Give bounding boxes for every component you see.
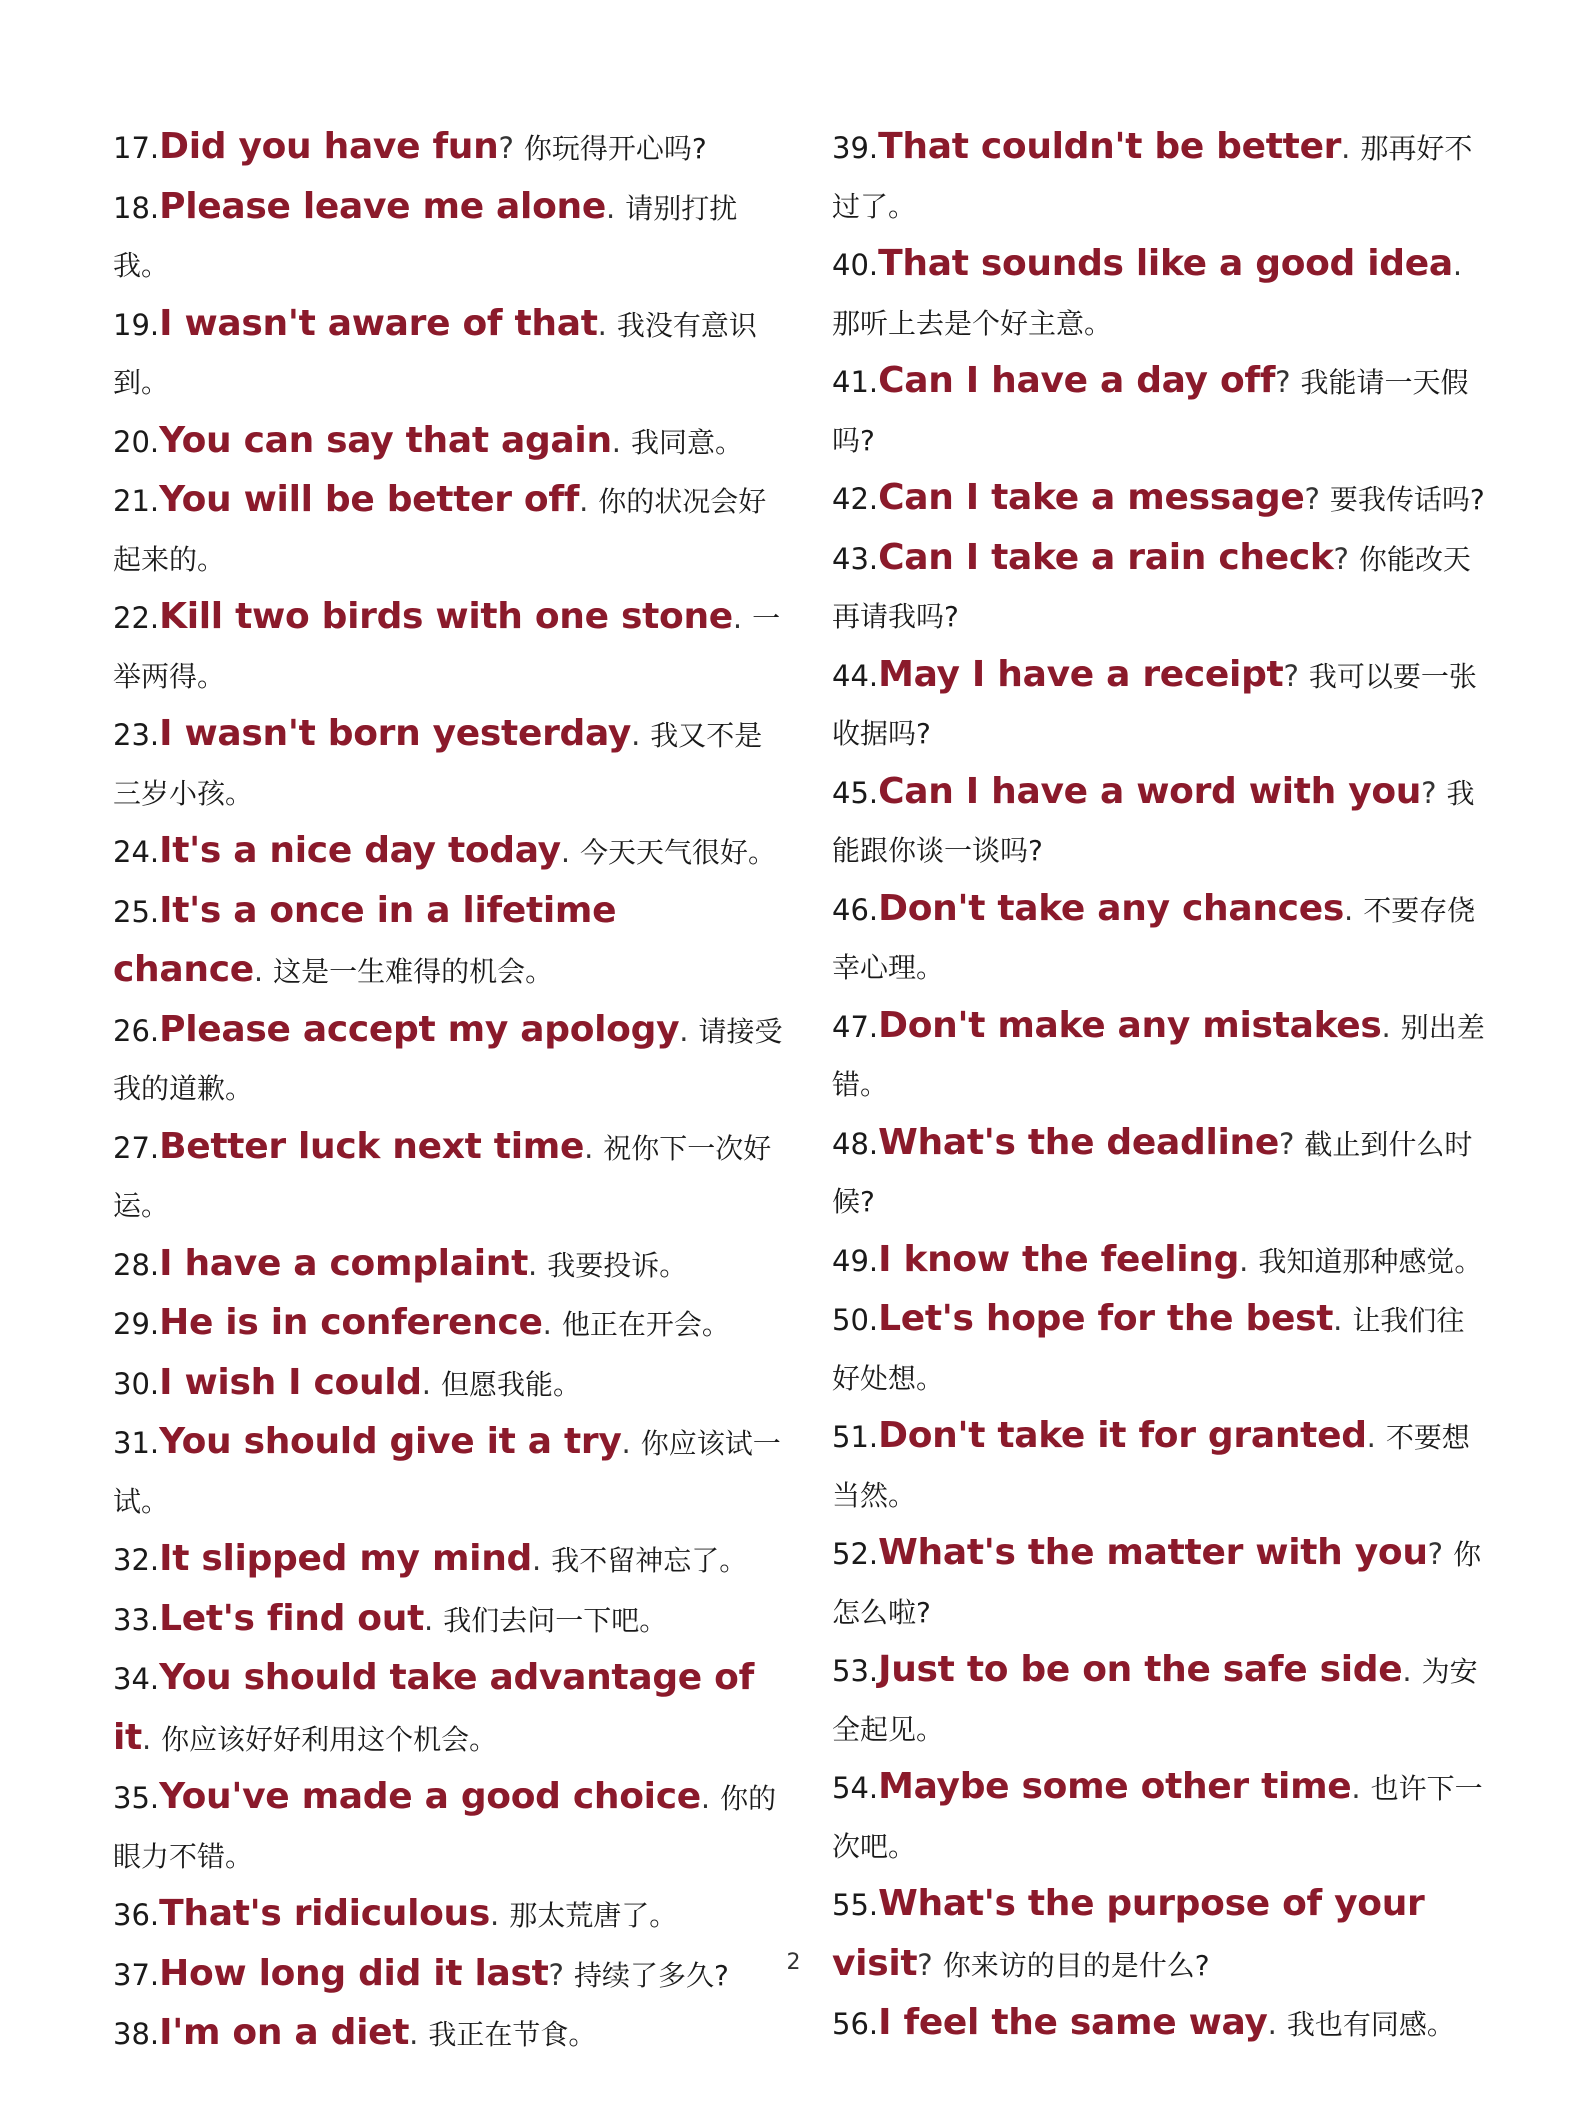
entry-punctuation: . (605, 190, 616, 225)
chinese-translation: 不要存侥幸心理。 (832, 893, 1476, 984)
page-number: 2 (786, 1950, 801, 1975)
phrase-entry (113, 1590, 785, 1650)
phrase-entry (832, 997, 1492, 1114)
phrase-entry (832, 529, 1492, 646)
english-phrase: I'm on a diet (159, 2012, 410, 2053)
english-phrase: I wasn't aware of that (159, 302, 598, 344)
entry-punctuation: . (1452, 248, 1463, 282)
chinese-translation: 祝你下一次好运。 (113, 1131, 772, 1222)
entry-punctuation: . (532, 1543, 542, 1577)
phrase-entry (113, 1294, 785, 1354)
entry-number: 55. (832, 1888, 879, 1922)
entry-punctuation: . (679, 1013, 689, 1048)
chinese-translation: 持续了多久? (573, 1958, 729, 1992)
phrase-entry (832, 352, 1492, 469)
english-phrase: Please accept my apology (159, 1008, 680, 1050)
entry-punctuation: . (1351, 1771, 1361, 1805)
english-phrase: Don't take it for granted (878, 1415, 1367, 1456)
english-phrase: I have a complaint (159, 1242, 528, 1284)
english-phrase: That's ridiculous (159, 1893, 490, 1934)
entry-number: 32. (113, 1543, 160, 1577)
phrase-entry (832, 235, 1492, 352)
chinese-translation: 你怎么啦? (832, 1538, 1482, 1629)
phrase-entry (832, 1407, 1492, 1524)
english-phrase: Maybe some other time (878, 1766, 1352, 1807)
phrase-entry (113, 822, 785, 882)
english-phrase: You should take advantage of it (113, 1657, 754, 1758)
entry-punctuation: ? (1333, 541, 1349, 576)
entry-punctuation: . (621, 1426, 631, 1460)
phrase-entry (113, 1001, 785, 1118)
entry-punctuation: . (631, 718, 641, 752)
english-phrase: Let's hope for the best (878, 1298, 1334, 1339)
phrase-entry (832, 1114, 1492, 1231)
entry-number: 26. (113, 1013, 160, 1048)
entry-number: 24. (113, 835, 160, 869)
entry-punctuation: . (527, 1247, 538, 1282)
entry-number: 34. (113, 1662, 160, 1696)
entry-number: 52. (832, 1537, 879, 1571)
right-column (832, 118, 1492, 2054)
entry-number: 23. (113, 718, 160, 752)
chinese-translation: 那听上去是个好主意。 (832, 306, 1113, 340)
left-column (113, 118, 785, 2064)
entry-punctuation: . (611, 424, 622, 459)
english-phrase: You will be better off (159, 479, 580, 520)
entry-number: 43. (832, 541, 879, 576)
english-phrase: How long did it last (159, 1952, 549, 1994)
entry-punctuation: . (597, 307, 607, 342)
entry-punctuation: . (1381, 1009, 1391, 1044)
entry-number: 54. (832, 1771, 879, 1805)
phrase-entry (832, 469, 1492, 529)
entry-punctuation: . (700, 1781, 711, 1815)
entry-number: 51. (832, 1420, 879, 1454)
phrase-entry (832, 1290, 1492, 1407)
phrase-entry (113, 1530, 785, 1590)
entry-number: 28. (113, 1247, 160, 1282)
chinese-translation: 我能请一天假吗? (832, 366, 1469, 457)
entry-number: 19. (113, 307, 160, 342)
phrase-entry (113, 1235, 785, 1295)
entry-punctuation: ? (548, 1957, 564, 1992)
entry-number: 44. (832, 658, 879, 693)
english-phrase: It's a nice day today (159, 830, 561, 871)
english-phrase: Did you have fun (159, 126, 499, 167)
entry-number: 22. (113, 601, 160, 635)
chinese-translation: 截止到什么时候? (832, 1127, 1473, 1218)
chinese-translation: 我又不是三岁小孩。 (113, 719, 763, 810)
chinese-translation: 让我们往好处想。 (832, 1304, 1465, 1395)
entry-number: 37. (113, 1957, 160, 1992)
phrase-entry (832, 1758, 1492, 1875)
english-phrase: That sounds like a good idea (878, 243, 1453, 284)
entry-punctuation: . (1343, 892, 1354, 927)
entry-number: 36. (113, 1898, 160, 1932)
entry-number: 33. (113, 1602, 160, 1637)
phrase-entry (832, 1875, 1492, 1994)
entry-punctuation: . (584, 1130, 594, 1165)
english-phrase: Please leave me alone (159, 185, 606, 227)
entry-punctuation: . (1267, 2007, 1277, 2041)
entry-punctuation: . (1341, 131, 1351, 165)
entry-punctuation: . (542, 1307, 552, 1341)
chinese-translation: 我能跟你谈一谈吗? (832, 776, 1475, 867)
entry-number: 45. (832, 775, 879, 810)
entry-punctuation: . (141, 1721, 152, 1756)
chinese-translation: 我们去问一下吧。 (443, 1603, 668, 1637)
english-phrase: May I have a receipt (878, 653, 1284, 695)
english-phrase: It's a once in a lifetime chance (113, 889, 617, 990)
entry-punctuation: . (409, 2017, 419, 2051)
phrase-entry (113, 178, 785, 295)
phrase-entry (113, 471, 785, 588)
english-phrase: Let's find out (159, 1597, 424, 1639)
phrase-entry (113, 1118, 785, 1235)
chinese-translation: 那再好不过了。 (832, 132, 1473, 223)
english-phrase: Can I have a word with you (878, 770, 1422, 812)
phrase-entry (832, 1231, 1492, 1291)
entry-number: 17. (113, 131, 160, 165)
entry-number: 30. (113, 1366, 160, 1401)
entry-number: 46. (832, 892, 879, 927)
english-phrase: I know the feeling (878, 1238, 1240, 1280)
english-phrase: Can I take a rain check (878, 536, 1334, 578)
entry-punctuation: ? (1275, 365, 1291, 399)
english-phrase: What's the deadline (878, 1121, 1280, 1163)
english-phrase: I feel the same way (878, 2002, 1268, 2043)
entry-punctuation: ? (1304, 482, 1320, 516)
chinese-translation: 你的眼力不错。 (113, 1782, 777, 1873)
chinese-translation: 我正在节食。 (428, 2018, 597, 2051)
entry-punctuation: . (579, 484, 589, 518)
entry-number: 35. (113, 1781, 160, 1815)
entry-number: 42. (832, 482, 879, 516)
chinese-translation: 你来访的目的是什么? (942, 1948, 1210, 1982)
english-phrase: You've made a good choice (159, 1776, 701, 1817)
entry-number: 31. (113, 1426, 160, 1460)
entry-number: 40. (832, 248, 879, 282)
phrase-entry (113, 118, 785, 178)
entry-punctuation: . (253, 954, 264, 988)
entry-punctuation: ? (1283, 658, 1299, 693)
phrase-entry (113, 588, 785, 705)
chinese-translation: 要我传话吗? (1329, 483, 1485, 516)
phrase-entry (113, 412, 785, 472)
chinese-translation: 今天天气很好。 (580, 836, 777, 869)
entry-number: 27. (113, 1130, 160, 1165)
chinese-translation: 我没有意识到。 (113, 308, 757, 399)
entry-punctuation: . (1333, 1303, 1343, 1337)
chinese-translation: 请接受我的道歉。 (113, 1014, 783, 1105)
entry-punctuation: . (423, 1602, 434, 1637)
entry-punctuation: . (1366, 1420, 1376, 1454)
entry-number: 53. (832, 1654, 879, 1688)
entry-number: 21. (113, 484, 160, 518)
phrase-entry (832, 880, 1492, 997)
chinese-translation: 你的状况会好起来的。 (113, 485, 767, 576)
entry-number: 50. (832, 1303, 879, 1337)
english-phrase: Can I have a day off (878, 360, 1276, 401)
chinese-translation: 你应该试一试。 (113, 1427, 781, 1518)
english-phrase: Just to be on the safe side (878, 1649, 1403, 1690)
chinese-translation: 但愿我能。 (441, 1367, 582, 1401)
english-phrase: Don't make any mistakes (878, 1004, 1382, 1046)
chinese-translation: 我同意。 (631, 425, 744, 459)
chinese-translation: 那太荒唐了。 (509, 1899, 678, 1932)
entry-punctuation: . (732, 601, 743, 635)
entry-number: 38. (113, 2017, 160, 2051)
phrase-entry (113, 1413, 785, 1530)
english-phrase: That couldn't be better (878, 126, 1342, 167)
phrase-entry (832, 118, 1492, 235)
entry-punctuation: ? (1279, 1126, 1295, 1161)
entry-punctuation: ? (1427, 1537, 1444, 1571)
chinese-translation: 请别打扰我。 (113, 191, 738, 282)
chinese-translation: 不要想当然。 (832, 1421, 1470, 1512)
phrase-entry (113, 705, 785, 822)
entry-number: 20. (113, 424, 160, 459)
phrase-entry (832, 1994, 1492, 2054)
entry-number: 41. (832, 365, 879, 399)
english-phrase: I wish I could (159, 1361, 422, 1403)
phrase-entry (832, 1641, 1492, 1758)
entry-punctuation: ? (498, 131, 514, 165)
chinese-translation: 我知道那种感觉。 (1258, 1244, 1483, 1278)
english-phrase: You can say that again (159, 419, 612, 461)
entry-number: 47. (832, 1009, 879, 1044)
chinese-translation: 你玩得开心吗? (523, 132, 707, 165)
entry-number: 25. (113, 894, 160, 929)
english-phrase: What's the purpose of your visit (832, 1883, 1425, 1984)
phrase-entry (832, 646, 1492, 763)
entry-punctuation: . (421, 1366, 431, 1401)
entry-punctuation: . (1402, 1654, 1412, 1688)
chinese-translation: 他正在开会。 (561, 1308, 730, 1341)
english-phrase: What's the matter with you (878, 1532, 1428, 1573)
chinese-translation: 你能改天再请我吗? (832, 542, 1471, 633)
entry-punctuation: . (490, 1898, 500, 1932)
entry-punctuation: ? (917, 1947, 933, 1982)
english-phrase: Don't take any chances (878, 887, 1344, 929)
english-phrase: Can I take a message (878, 477, 1305, 518)
chinese-translation: 我可以要一张收据吗? (832, 659, 1477, 750)
english-phrase: He is in conference (159, 1302, 543, 1343)
chinese-translation: 别出差错。 (832, 1010, 1485, 1101)
entry-punctuation: . (1239, 1243, 1249, 1278)
english-phrase: It slipped my mind (159, 1538, 532, 1579)
chinese-translation: 我也有同感。 (1286, 2008, 1455, 2041)
phrase-entry (113, 1649, 785, 1768)
english-phrase: Kill two birds with one stone (159, 596, 733, 637)
entry-number: 39. (832, 131, 879, 165)
chinese-translation: 这是一生难得的机会。 (273, 955, 554, 988)
entry-number: 18. (113, 190, 160, 225)
entry-punctuation: . (560, 835, 571, 869)
phrase-entry (113, 1768, 785, 1885)
chinese-translation: 你应该好好利用这个机会。 (161, 1722, 498, 1756)
phrase-entry (113, 1885, 785, 1945)
phrase-entry (832, 1524, 1492, 1641)
phrase-entry (113, 295, 785, 412)
chinese-translation: 我要投诉。 (547, 1248, 688, 1282)
chinese-translation: 也许下一次吧。 (832, 1772, 1483, 1863)
entry-number: 56. (832, 2007, 879, 2041)
chinese-translation: 一举两得。 (113, 602, 781, 693)
entry-punctuation: ? (1421, 775, 1437, 810)
english-phrase: I wasn't born yesterday (159, 713, 632, 754)
english-phrase: You should give it a try (159, 1421, 622, 1462)
chinese-translation: 为安全起见。 (832, 1655, 1478, 1746)
phrase-entry (113, 882, 785, 1001)
phrase-entry (113, 2004, 785, 2064)
chinese-translation: 我不留神忘了。 (551, 1544, 748, 1577)
entry-number: 48. (832, 1126, 879, 1161)
phrase-entry (832, 763, 1492, 880)
phrase-entry (113, 1354, 785, 1414)
entry-number: 29. (113, 1307, 160, 1341)
entry-number: 49. (832, 1243, 879, 1278)
english-phrase: Better luck next time (159, 1125, 585, 1167)
